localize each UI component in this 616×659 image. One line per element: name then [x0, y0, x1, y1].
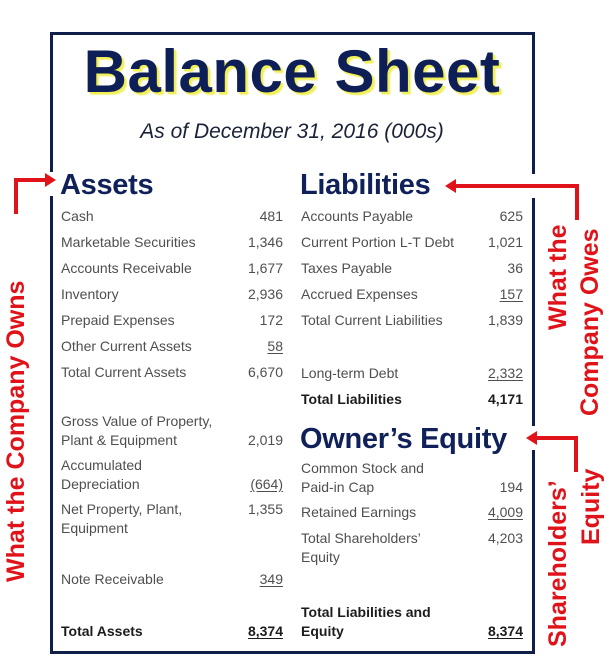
row-label-line1: Total Shareholders’: [301, 530, 421, 546]
row-label: Total Assets: [61, 623, 143, 639]
row-label: Retained Earnings: [301, 504, 417, 520]
table-row: [301, 459, 523, 499]
row-value: 1,839: [487, 312, 523, 328]
page-subtitle: As of December 31, 2016 (000s): [140, 120, 444, 143]
box-border-bottom: [50, 651, 535, 654]
row-label-line1: Net Property, Plant,: [61, 501, 183, 517]
row-value: 625: [499, 208, 523, 224]
row-value: 2,332: [487, 365, 523, 381]
row-label: Total Current Assets: [61, 364, 187, 380]
row-label-line2: Equity: [301, 623, 344, 639]
row-label: Taxes Payable: [301, 260, 393, 276]
row-label-line1: Accumulated: [61, 457, 142, 473]
row-label: Other Current Assets: [61, 338, 192, 354]
box-border-right-2: [532, 198, 535, 426]
left-connector-horizontal: [16, 178, 46, 182]
row-value: 481: [259, 208, 283, 224]
left-connector-vertical: [14, 178, 18, 214]
row-value: 1,346: [247, 234, 283, 250]
liabilities-heading: Liabilities: [300, 169, 431, 201]
row-label: Accounts Payable: [301, 208, 414, 224]
row-label: Inventory: [61, 286, 119, 302]
row-value: 8,374: [487, 623, 523, 639]
row-label: Long-term Debt: [301, 365, 399, 381]
annotation-shareholders: Shareholders’: [544, 480, 572, 647]
annotation-what-company-owns: What the Company Owns: [2, 280, 30, 582]
row-label-line2: Depreciation: [61, 476, 140, 492]
row-label: Prepaid Expenses: [61, 312, 175, 328]
row-label: Note Receivable: [61, 571, 164, 587]
row-value: 157: [499, 286, 523, 302]
row-value: 2,019: [247, 432, 283, 448]
row-value: 194: [499, 479, 523, 495]
row-value: 8,374: [247, 623, 283, 639]
row-label: Cash: [61, 208, 94, 224]
liabilities-connector-horizontal: [455, 184, 579, 188]
row-value: 4,171: [487, 391, 523, 407]
row-value: 172: [259, 312, 283, 328]
row-value: 1,021: [487, 234, 523, 250]
row-label-line2: Equipment: [61, 520, 128, 536]
box-border-left-lower: [50, 196, 53, 654]
row-value: 1,677: [247, 260, 283, 276]
annotation-company-owes: Company Owes: [576, 228, 604, 416]
row-value: 36: [507, 260, 523, 276]
row-label-line2: Paid-in Cap: [301, 479, 375, 495]
row-label: Accrued Expenses: [301, 286, 418, 302]
equity-connector-horizontal: [536, 436, 578, 440]
arrow-right-icon: [45, 173, 56, 187]
table-row: [61, 500, 283, 540]
assets-heading: Assets: [60, 169, 154, 201]
row-label-line2: Plant & Equipment: [61, 432, 177, 448]
row-value: 58: [267, 338, 283, 354]
box-border-top: [50, 32, 535, 35]
row-label: Current Portion L-T Debt: [301, 234, 455, 250]
row-label-line2: Equity: [301, 549, 340, 565]
table-row-total: [301, 603, 523, 643]
row-value: (664): [250, 476, 283, 492]
table-row: [61, 412, 283, 452]
annotation-equity: Equity: [577, 468, 605, 545]
equity-connector-vertical: [574, 436, 578, 472]
row-value: 1,355: [247, 501, 283, 517]
row-label-line1: Common Stock and: [301, 460, 424, 476]
row-value: 4,009: [487, 504, 523, 520]
row-value: 4,203: [487, 530, 523, 546]
table-row: [61, 456, 283, 496]
table-row: [301, 529, 523, 569]
row-label: Total Current Liabilities: [301, 312, 443, 328]
page-title: Balance Sheet: [83, 38, 501, 105]
row-value: 6,670: [247, 364, 283, 380]
row-label-line1: Total Liabilities and: [301, 604, 431, 620]
row-label: Total Liabilities: [301, 391, 402, 407]
equity-heading: Owner’s Equity: [300, 423, 507, 455]
annotation-what-the: What the: [544, 224, 572, 330]
row-label: Marketable Securities: [61, 234, 196, 250]
row-value: 349: [259, 571, 283, 587]
box-border-right-3: [532, 450, 535, 654]
row-value: 2,936: [247, 286, 283, 302]
row-label: Accounts Receivable: [61, 260, 192, 276]
row-label-line1: Gross Value of Property,: [61, 413, 213, 429]
liabilities-connector-vertical: [575, 184, 579, 220]
